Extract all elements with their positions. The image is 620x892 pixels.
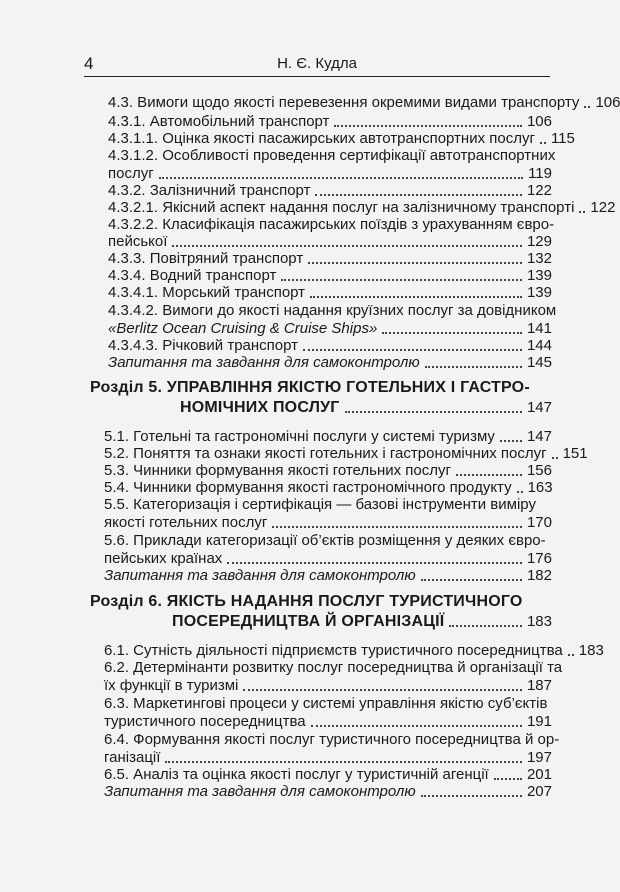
toc-entry: 4.3.3. Повітряний транспорт 132 [108,250,552,267]
toc-entry: 6.1. Сутність діяльності підприємств туристичного посередництва 183 [104,642,604,659]
toc-entry: 6.5. Аналіз та оцінка якості послуг у туристичній агенції 201 [104,766,552,783]
toc-entry: «Berlitz Ocean Cruising & Cruise Ships» 141 [108,320,552,337]
toc-entry: 4.3.4.1. Морський транспорт 139 [108,284,552,301]
toc-entry: туристичного посередництва 191 [104,713,552,730]
toc-entry: їх функції в туризмі 187 [104,677,552,694]
toc-entry: 4.3.2.1. Якісний аспект надання послуг на залізничному транспорті 122 [108,199,616,216]
toc-entry-line: 5.6. Приклади категоризації об’єктів розміщення у деяких євро- [104,532,546,549]
toc-entry: Запитання та завдання для самоконтролю 145 [108,354,552,371]
toc-entry: 5.4. Чинники формування якості гастрономічного продукту 163 [104,479,553,496]
section-heading-6: Розділ 6. ЯКІСТЬ НАДАННЯ ПОСЛУГ ТУРИСТИЧНОГО [90,593,523,610]
page-number: 4 [84,54,94,73]
toc-entry-line: 4.3.4.2. Вимоги до якості надання круїзних послуг за довідником [108,302,557,319]
section-heading-5: Розділ 5. УПРАВЛІННЯ ЯКІСТЮ ГОТЕЛЬНИХ І ГАСТРО- [90,379,530,396]
page-header [84,52,550,77]
toc-entry: НОМІЧНИХ ПОСЛУГ 147 [180,399,552,416]
toc-entry-line: 6.4. Формування якості послуг туристичного посередництва й ор- [104,731,560,748]
toc-entry: Запитання та завдання для самоконтролю 182 [104,567,552,584]
toc-entry-line: 4.3.2.2. Класифікація пасажирських поїздів з урахуванням євро- [108,216,555,233]
toc-entry: Запитання та завдання для самоконтролю 207 [104,783,552,800]
toc-entry: 4.3.1. Автомобільний транспорт 106 [108,113,552,130]
toc-entry-line: 5.5. Категоризація і сертифікація — базові інструменти виміру [104,496,536,513]
toc-entry-line: 4.3.1.2. Особливості проведення сертифікації автотранспортних [108,147,556,164]
toc-entry: 5.1. Готельні та гастрономічні послуги у системі туризму 147 [104,428,552,445]
toc-entry-line: 6.2. Детермінанти розвитку послуг посередництва й організації та [104,659,563,676]
toc-entry: 5.2. Поняття та ознаки якості готельних і гастрономічних послуг 151 [104,445,588,462]
toc-entry: 4.3.4. Водний транспорт 139 [108,267,552,284]
toc-entry: послуг 119 [108,165,552,182]
toc-entry: пейської 129 [108,233,552,250]
toc-entry: 4.3. Вимоги щодо якості перевезення окремими видами транспорту 106 [108,94,620,111]
toc-entry: ПОСЕРЕДНИЦТВА Й ОРГАНІЗАЦІЇ 183 [172,613,552,630]
toc-entry-line: 6.3. Маркетингові процеси у системі управління якістю суб’єктів [104,695,548,712]
toc-entry: пейських країнах 176 [104,550,552,567]
toc-entry: якості готельних послуг 170 [104,514,552,531]
toc-entry: 4.3.2. Залізничний транспорт 122 [108,182,552,199]
running-head-author: Н. Є. Кудла [277,55,357,72]
toc-entry: ганізації 197 [104,749,552,766]
toc-entry: 5.3. Чинники формування якості готельних послуг 156 [104,462,552,479]
toc-entry: 4.3.4.3. Річковий транспорт 144 [108,337,552,354]
toc-entry: 4.3.1.1. Оцінка якості пасажирських автотранспортних послуг 115 [108,130,575,147]
